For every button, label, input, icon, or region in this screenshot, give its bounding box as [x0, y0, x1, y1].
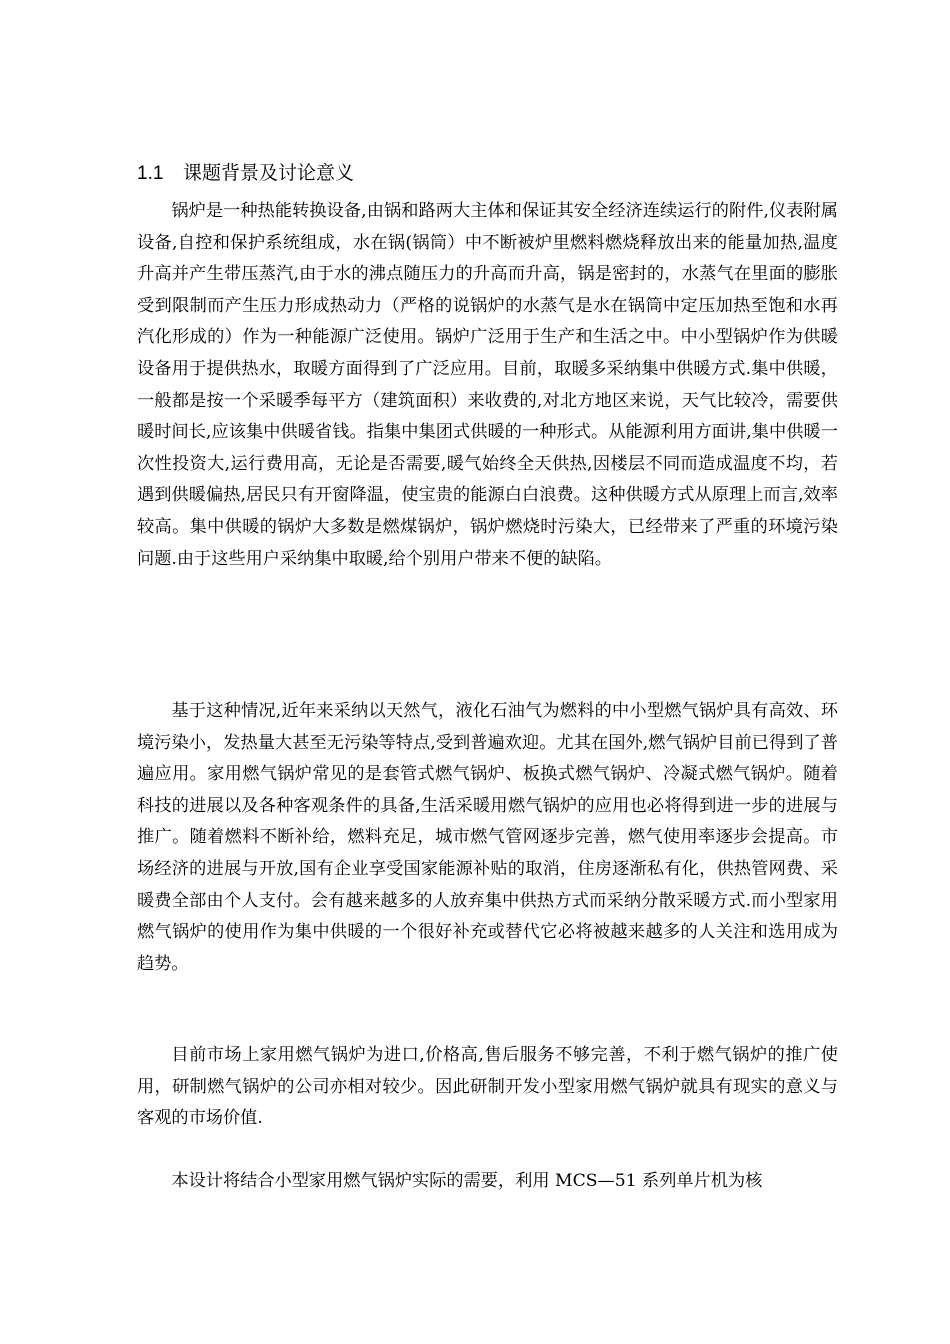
section-number: 1.1 — [137, 163, 164, 184]
paragraph-market-status: 目前市场上家用燃气锅炉为进口,价格高,售后服务不够完善，不利于燃气锅炉的推广使用，研制燃气锅炉的公司亦相对较少。因此研制开发小型家用燃气锅炉就具有现实的意义与客观的市场价值. — [137, 1045, 838, 1129]
section-title: 课题背景及讨论意义 — [183, 162, 355, 184]
section-heading — [137, 160, 354, 187]
paragraph-gas-boiler-trend: 基于这种情况,近年来采纳以天然气，液化石油气为燃料的中小型燃气锅炉具有高效、环境污染小，发热量大甚至无污染等特点,受到普遍欢迎。尤其在国外,燃气锅炉目前已得到了普遍应用。家用燃气锅炉常见的是套管式燃气锅炉、板换式燃气锅炉、冷凝式燃气锅炉。随着科技的进展以及各种客观条件的具备,生活采暖用燃气锅炉的应用也必将得到进一步的进展与推广。随着燃料不断补给，燃料充足，城市燃气管网逐步完善，燃气使用率逐步会提高。市场经济的进展与开放,国有企业享受国家能源补贴的取消，住房逐渐私有化，供热管网费、采暖费全部由个人支付。会有越来越多的人放弃集中供热方式而采纳分散采暖方式.而小型家用燃气锅炉的使用作为集中供暖的一个很好补充或替代它必将被越来越多的人关注和选用成为趋势。 — [137, 701, 838, 974]
paragraph-boiler-intro: 锅炉是一种热能转换设备,由锅和路两大主体和保证其安全经济连续运行的附件,仪表附属设备,自控和保护系统组成，水在锅(锅筒）中不断被炉里燃料燃烧释放出来的能量加热,温度升高并产生带压蒸汽,由于水的沸点随压力的升高而升高，锅是密封的，水蒸气在里面的膨胀受到限制而产生压力形成热动力（严格的说锅炉的水蒸气是水在锅筒中定压加热至饱和水再汽化形成的）作为一种能源广泛使用。锅炉广泛用于生产和生活之中。中小型锅炉作为供暖设备用于提供热水，取暖方面得到了广泛应用。目前，取暖多采纳集中供暖方式.集中供暖，一般都是按一个采暖季每平方（建筑面积）来收费的,对北方地区来说，天气比较冷，需要供暖时间长,应该集中供暖省钱。指集中集团式供暖的一种形式。从能源利用方面讲,集中供暖一次性投资大,运行费用高，无论是否需要,暖气始终全天供热,因楼层不同而造成温度不均，若遇到供暖偏热,居民只有开窗降温，使宝贵的能源白白浪费。这种供暖方式从原理上而言,效率较高。集中供暖的锅炉大多数是燃煤锅炉，锅炉燃烧时污染大，已经带来了严重的环境污染问题.由于这些用户采纳集中取暖,给个别用户带来不便的缺陷。 — [137, 201, 838, 569]
paragraph-design-intro: 本设计将结合小型家用燃气锅炉实际的需要，利用 MCS—51 系列单片机为核 — [171, 1171, 763, 1191]
